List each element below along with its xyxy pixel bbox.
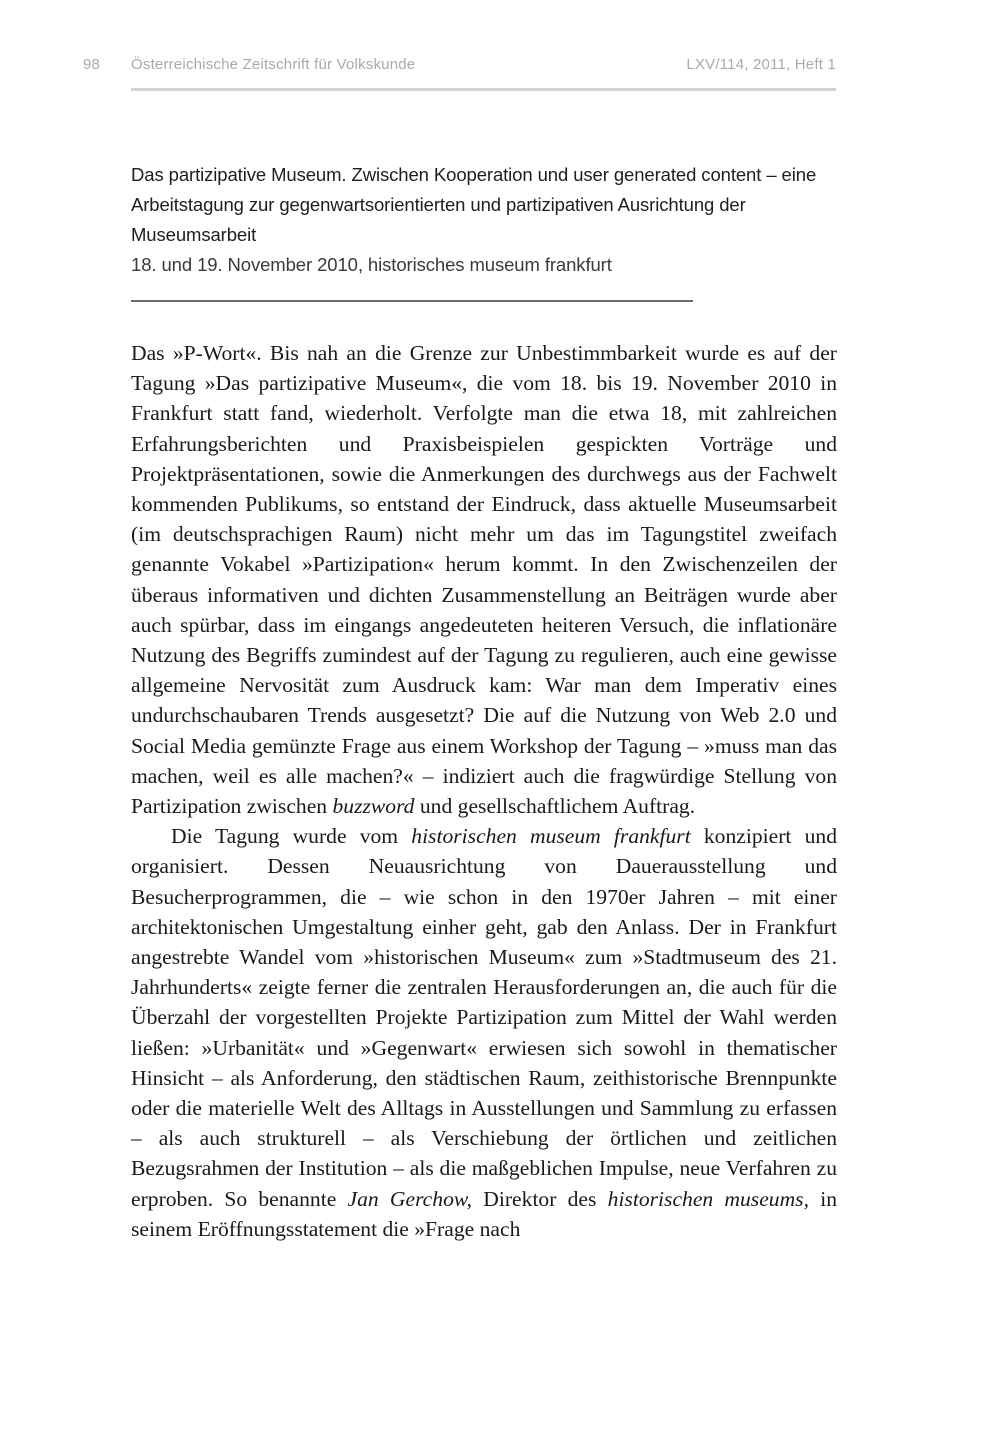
emphasis-museum-name: historischen museum frankfurt [411, 824, 691, 849]
emphasis-buzzword: buzzword [332, 794, 415, 819]
text-run: in seinem Eröffnungsstatement die »Frage nach [131, 1186, 838, 1241]
article-subtitle: 18. und 19. November 2010, historisches museum frankfurt [131, 254, 612, 275]
volume-info: LXV/114, 2011, Heft 1 [686, 56, 836, 73]
page-number: 98 [83, 56, 101, 73]
paragraph [131, 821, 837, 1244]
paragraph [131, 338, 837, 821]
text-run: konzipiert und organisiert. Dessen Neuausrichtung von Dauerausstellung und Besucherprogrammen, die – wie schon in den 1970er Jahren – mit einer architektonischen Umgestaltung einher geht, gab den Anlass. Der in Frankfurt angestrebte Wandel vom »historischen Museum« zum »Stadtmuseum des 21. Jahrhunderts« zeigte ferner die zentralen Herausforderungen an, die auch für die Überzahl der vorgestellten Projekte Partizipation zum Mittel der Wahl werden ließen: »Urbanität« und »Gegenwart« erwiesen sich sowohl in thematischer Hinsicht – als Anforderung, den städtischen Raum, zeithistorische Brennpunkte oder die materielle Welt des Alltags in Ausstellungen und Sammlung zu erfassen – als auch strukturell – als Verschiebung der örtlichen und zeitlichen Bezugsrahmen der Institution – als die maßgeblichen Impulse, neue Verfahren zu erproben. So benannte [131, 824, 837, 1211]
article-title-block [131, 160, 831, 280]
text-run: Das »P-Wort«. Bis nah an die Grenze zur Unbestimmbarkeit wurde es auf der Tagung »Das partizipative Museum«, die vom 18. bis 19. November 2010 in Frankfurt statt fand, wiederholt. Verfolgte man die etwa 18, mit zahlreichen Erfahrungsberichten und Praxisbeispielen gespickten Vorträge und Projektpräsentationen, sowie die Anmerkungen des durchwegs aus der Fachwelt kommenden Publikums, so entstand der Eindruck, dass aktuelle Museumsarbeit (im deutschsprachigen Raum) nicht mehr um das im Tagungstitel zweifach genannte Vokabel »Partizipation« herum kommt. In den Zwischenzeilen der überaus informativen und dichten Zusammenstellung an Beiträgen wurde aber auch spürbar, dass im eingangs angedeuteten heiteren Versuch, die inflationäre Nutzung des Begriffs zumindest auf der Tagung zu regulieren, auch eine gewisse allgemeine Nervosität zum Ausdruck kam: War man dem Imperativ eines undurchschaubaren Trends ausgesetzt? Die auf die Nutzung von Web 2.0 und Social Media gemünzte Frage aus einem Workshop der Tagung – »muss man das machen, weil es alle machen?« – indiziert auch die fragwürdige Stellung von Partizipation zwischen [131, 341, 837, 819]
article-body [131, 338, 837, 1244]
journal-name: Österreichische Zeitschrift für Volkskunde [131, 56, 416, 73]
header-rule [131, 88, 836, 91]
text-run: und gesellschaftlichem Auftrag. [414, 794, 696, 819]
title-rule [131, 300, 693, 302]
emphasis-museum-name: historischen museums, [607, 1186, 809, 1211]
text-run: Direktor des [472, 1186, 608, 1211]
article-title: Das partizipative Museum. Zwischen Kooperation und user generated content – eine Arbeitstagung zur gegenwartsorientierten und partizipativen Ausrichtung der Museumsarbeit [131, 164, 817, 245]
emphasis-person-name: Jan Gerchow, [347, 1186, 473, 1211]
text-run: Die Tagung wurde vom [171, 824, 412, 849]
running-header [0, 56, 1000, 86]
